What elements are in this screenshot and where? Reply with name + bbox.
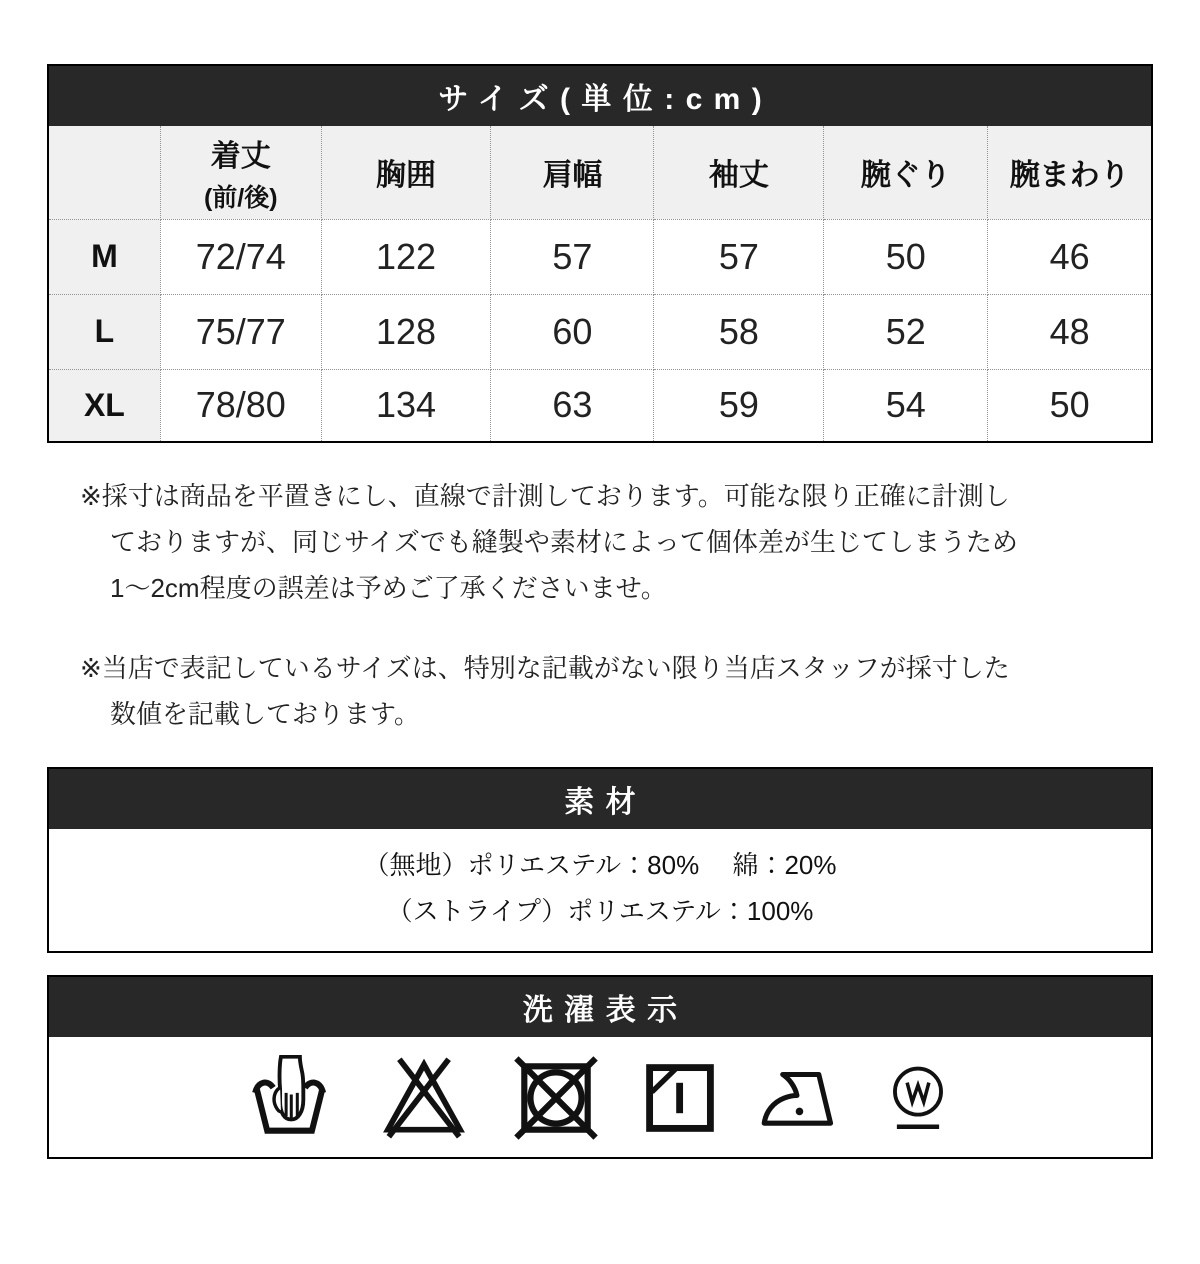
cell-xl-sleeve: 59 [654, 369, 824, 441]
line-dry-in-shade-icon [642, 1060, 718, 1136]
cell-m-body-length: 72/74 [160, 219, 321, 294]
col-header-arm-width: 腕まわり [988, 126, 1151, 219]
material-section [47, 767, 1153, 953]
cell-m-shoulder: 57 [491, 219, 654, 294]
size-table-grid [49, 126, 1151, 441]
cell-l-sleeve: 58 [654, 294, 824, 369]
cell-l-armhole: 52 [824, 294, 988, 369]
size-label-l: L [49, 294, 160, 369]
do-not-bleach-icon [378, 1054, 470, 1142]
cell-xl-shoulder: 63 [491, 369, 654, 441]
size-spec-page [0, 64, 1200, 1264]
cell-m-chest: 122 [321, 219, 491, 294]
material-line-stripe: （ストライプ）ポリエステル：100% [386, 896, 814, 926]
hand-wash-icon [250, 1055, 336, 1141]
col-header-shoulder: 肩幅 [491, 126, 654, 219]
measurement-note-line-2: ておりますが、同じサイズでも縫製や素材によって個体差が生じてしまうため [110, 527, 1018, 557]
cell-l-arm-width: 48 [988, 294, 1151, 369]
col-header-body-length-label: 着丈 [210, 139, 271, 173]
laundry-title: 洗濯表示 [49, 977, 1151, 1037]
do-not-tumble-dry-icon [512, 1054, 600, 1142]
staff-measured-note [80, 645, 1153, 737]
cell-xl-armhole: 54 [824, 369, 988, 441]
table-row-m [49, 219, 1151, 294]
measurement-note [80, 473, 1153, 611]
size-table [47, 64, 1153, 443]
col-header-chest: 胸囲 [321, 126, 491, 219]
cell-l-body-length: 75/77 [160, 294, 321, 369]
staff-measured-note-line-2: 数値を記載しております。 [110, 699, 420, 729]
table-row-l [49, 294, 1151, 369]
cell-m-sleeve: 57 [654, 219, 824, 294]
col-header-armhole: 腕ぐり [824, 126, 988, 219]
wet-cleaning-icon [886, 1063, 950, 1133]
iron-low-heat-icon [760, 1056, 844, 1140]
material-line-plain: （無地）ポリエステル：80% 綿：20% [363, 850, 837, 880]
table-row-xl [49, 369, 1151, 441]
cell-m-arm-width: 46 [988, 219, 1151, 294]
laundry-section [47, 975, 1153, 1159]
material-title: 素材 [49, 769, 1151, 829]
material-body [49, 829, 1151, 951]
col-header-sleeve: 袖丈 [654, 126, 824, 219]
measurement-note-line-1: ※採寸は商品を平置きにし、直線で計測しております。可能な限り正確に計測し [80, 481, 1010, 511]
laundry-icon-row [49, 1037, 1151, 1157]
corner-cell [49, 126, 160, 219]
header-row [49, 126, 1151, 219]
cell-l-chest: 128 [321, 294, 491, 369]
cell-xl-arm-width: 50 [988, 369, 1151, 441]
size-table-title: サイズ(単位:cm) [49, 66, 1151, 126]
size-label-xl: XL [49, 369, 160, 441]
col-header-front-back-sub: (前/後) [203, 183, 278, 212]
cell-m-armhole: 50 [824, 219, 988, 294]
size-label-m: M [49, 219, 160, 294]
cell-xl-body-length: 78/80 [160, 369, 321, 441]
staff-measured-note-line-1: ※当店で表記しているサイズは、特別な記載がない限り当店スタッフが採寸した [80, 653, 1010, 683]
measurement-note-line-3: 1〜2cm程度の誤差は予めご了承くださいませ。 [110, 573, 667, 603]
col-header-body-length [160, 126, 321, 219]
cell-l-shoulder: 60 [491, 294, 654, 369]
cell-xl-chest: 134 [321, 369, 491, 441]
